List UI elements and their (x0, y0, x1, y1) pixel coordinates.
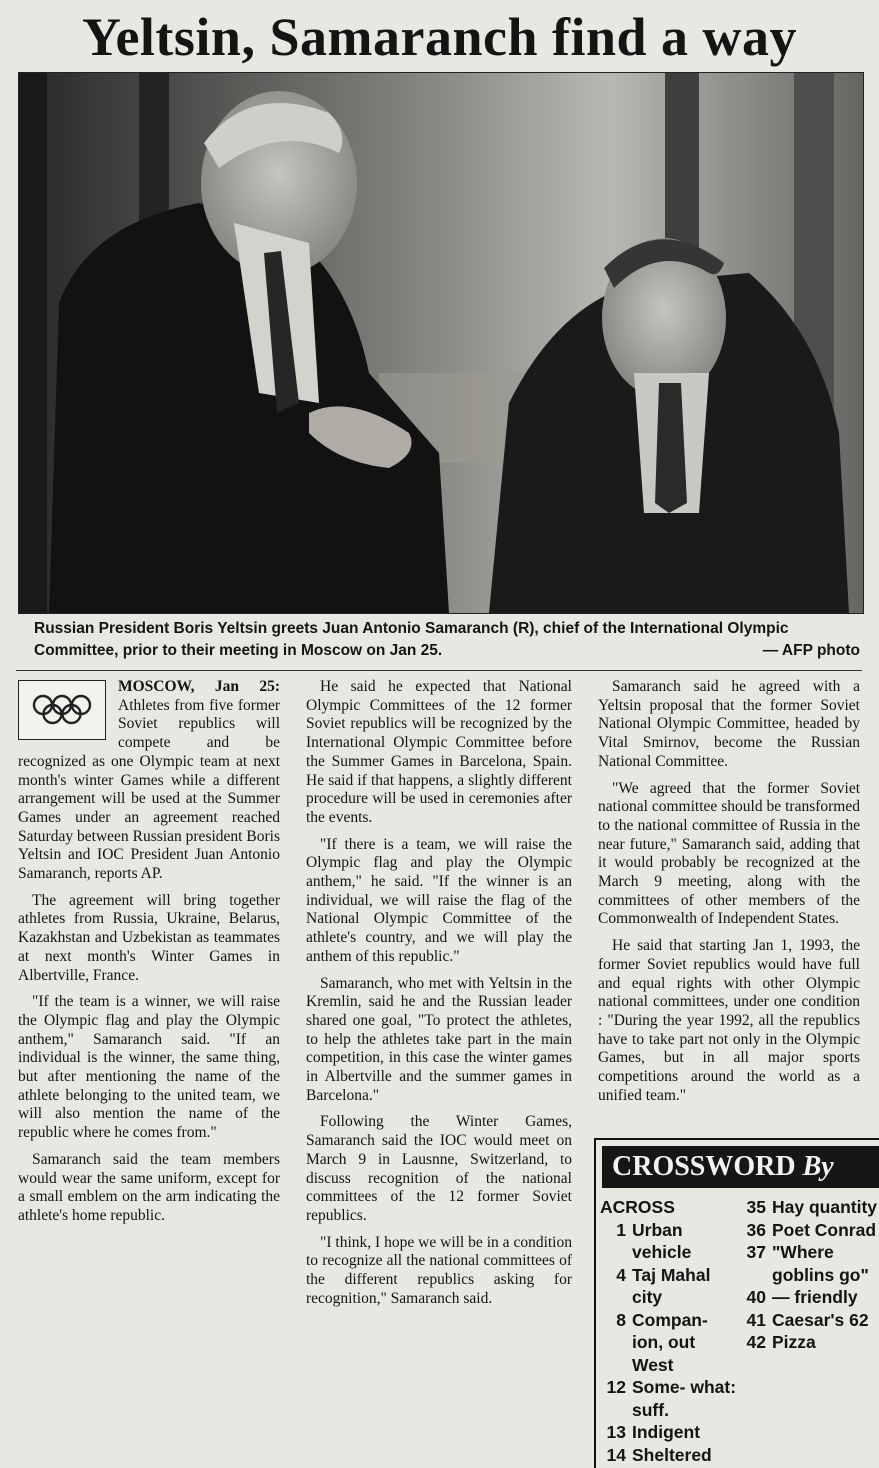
olympic-logo-box (18, 680, 106, 740)
crossword-clue (740, 1286, 879, 1309)
clue-text: Pizza (772, 1332, 816, 1352)
paragraph: Samaranch said he agreed with a Yeltsin proposal that the former Soviet National Olympic Committee, headed by Vital Smirnov, become the Russian National Committee. (598, 678, 860, 770)
clue-number: 12 (606, 1377, 626, 1397)
clue-number: 14 (606, 1444, 626, 1465)
crossword-clue (740, 1309, 879, 1332)
crossword-clue (740, 1331, 879, 1354)
clue-text: Poet Conrad (772, 1219, 877, 1240)
crossword-title: CROSSWORD (612, 1151, 796, 1182)
article-column-3 (598, 678, 860, 1113)
paragraph: He said he expected that National Olympic Committees of the 12 former Soviet republics will be recognized by the International Olympic Committee before the Summer Games in Barcelona, Spain. He said if that happens, a slightly different procedure will be used in ceremonies after the events. (306, 678, 572, 826)
crossword-banner (602, 1146, 879, 1188)
article-column-2 (306, 678, 572, 1317)
crossword-clue (600, 1219, 740, 1264)
clue-number: 37 (746, 1242, 766, 1262)
crossword-clue (600, 1421, 740, 1444)
news-photo (18, 72, 864, 614)
divider-rule (16, 670, 862, 671)
dateline: MOSCOW, Jan 25: (118, 678, 280, 695)
paragraph: "If there is a team, we will raise the Olympic flag and play the Olympic anthem," he said. "If the winner is an individual, we will raise the flag of the National Olympic Committee of the athlete's country, and we will play the anthem of this republic." (306, 835, 572, 965)
clue-number: 13 (606, 1422, 626, 1442)
paragraph: "I think, I hope we will be in a condition to recognize all the national committees of the different republics asking for recognition," Samaranch said. (306, 1233, 572, 1307)
clue-text: — friendly (772, 1287, 858, 1307)
clue-text: "Where goblins go" (772, 1242, 869, 1285)
clue-text: Indigent (632, 1422, 701, 1442)
caption-text: Russian President Boris Yeltsin greets Juan Antonio Samaranch (R), chief of the International Olympic Committee, prior to their meeting in Moscow on Jan 25. (34, 620, 789, 659)
paragraph: He said that starting Jan 1, 1993, the former Soviet republics would have full and equal rights with other Olympic national committees, under one condition : "During the year 1992, all the republics have to take part not only in the Olympic Games, but in all major sports competitions around the world as a unified team." (598, 937, 860, 1104)
paragraph: Following the Winter Games, Samaranch said the IOC would meet on March 9 in Lausnne, Switzerland, to discuss recognition of the national committees of the 12 former Soviet republics. (306, 1113, 572, 1224)
crossword-clue (740, 1219, 879, 1242)
crossword-clue (600, 1264, 740, 1309)
article-column-1 (18, 678, 280, 1234)
clue-number: 4 (616, 1264, 626, 1285)
clue-number: 40 (746, 1287, 766, 1307)
clue-number: 1 (616, 1219, 626, 1240)
photo-credit: — AFP photo (762, 642, 860, 659)
crossword-clue (600, 1309, 740, 1377)
crossword-clue (600, 1444, 740, 1467)
crossword-section (594, 1138, 879, 1468)
clue-number: 41 (746, 1309, 766, 1330)
across-heading: ACROSS (600, 1197, 675, 1217)
paragraph: Samaranch, who met with Yeltsin in the Kremlin, said he and the Russian leader shared one goal, "To protect the athletes, to help the athletes take part in the main competition, in this case the winter games in Albertville and the summer games in Barcelona." (306, 974, 572, 1104)
clue-text: Compan- ion, out West (632, 1309, 708, 1375)
crossword-clue (740, 1241, 879, 1286)
clue-number: 8 (616, 1309, 626, 1330)
clue-number: 35 (746, 1197, 766, 1217)
crossword-clue (600, 1376, 740, 1421)
clue-text: Hay quantity (772, 1197, 878, 1217)
olympic-rings-icon (19, 681, 105, 739)
clue-text: Some- what: suff. (632, 1377, 737, 1420)
photo-caption (34, 618, 860, 662)
crossword-clues-column-1 (600, 1196, 740, 1466)
clue-text: Caesar's 62 (772, 1309, 869, 1330)
paragraph: The agreement will bring together athletes from Russia, Ukraine, Belarus, Kazakhstan and Uzbekistan as teammates at next month's Winter Games in Albertville, France. (18, 891, 280, 984)
clue-text: Sheltered (632, 1444, 712, 1465)
clue-number: 36 (746, 1219, 766, 1240)
paragraph: "We agreed that the former Soviet national committee should be transformed to the national committee of Russia in the near future," Samaranch said, adding that it would probably be recognized at the March 9 meeting, along with the committees of other members of the Commonwealth of Independent States. (598, 779, 860, 928)
clue-text: Taj Mahal city (632, 1264, 711, 1307)
clue-number: 42 (746, 1332, 766, 1352)
paragraph: Samaranch said the team members would wear the same uniform, except for a small emblem on the arm indicating the athlete's home republic. (18, 1150, 280, 1224)
crossword-clue (740, 1196, 879, 1219)
paragraph: "If the team is a winner, we will raise the Olympic flag and play the Olympic anthem," Samaranch said. "If an individual is the winner, the same thing, but after mentioning the name of the athlete belonging to the united team, we will also mention the name of the republic where he comes from." (18, 993, 280, 1142)
lead-text: Athletes from five former Soviet republics will compete and be recognized as one Olympic team at next month's winter Games while a different arrangement will be used at the Summer Games under an agreement reached Saturday between Russian president Boris Yeltsin and IOC President Juan Antonio Samaranch, reports AP. (18, 696, 280, 883)
headline: Yeltsin, Samaranch find a way (81, 7, 798, 67)
crossword-byline: By (802, 1151, 834, 1182)
crossword-clues-column-2 (740, 1196, 879, 1354)
clue-text: Urban vehicle (632, 1219, 692, 1262)
photo-two-men-shaking-hands (19, 73, 863, 613)
